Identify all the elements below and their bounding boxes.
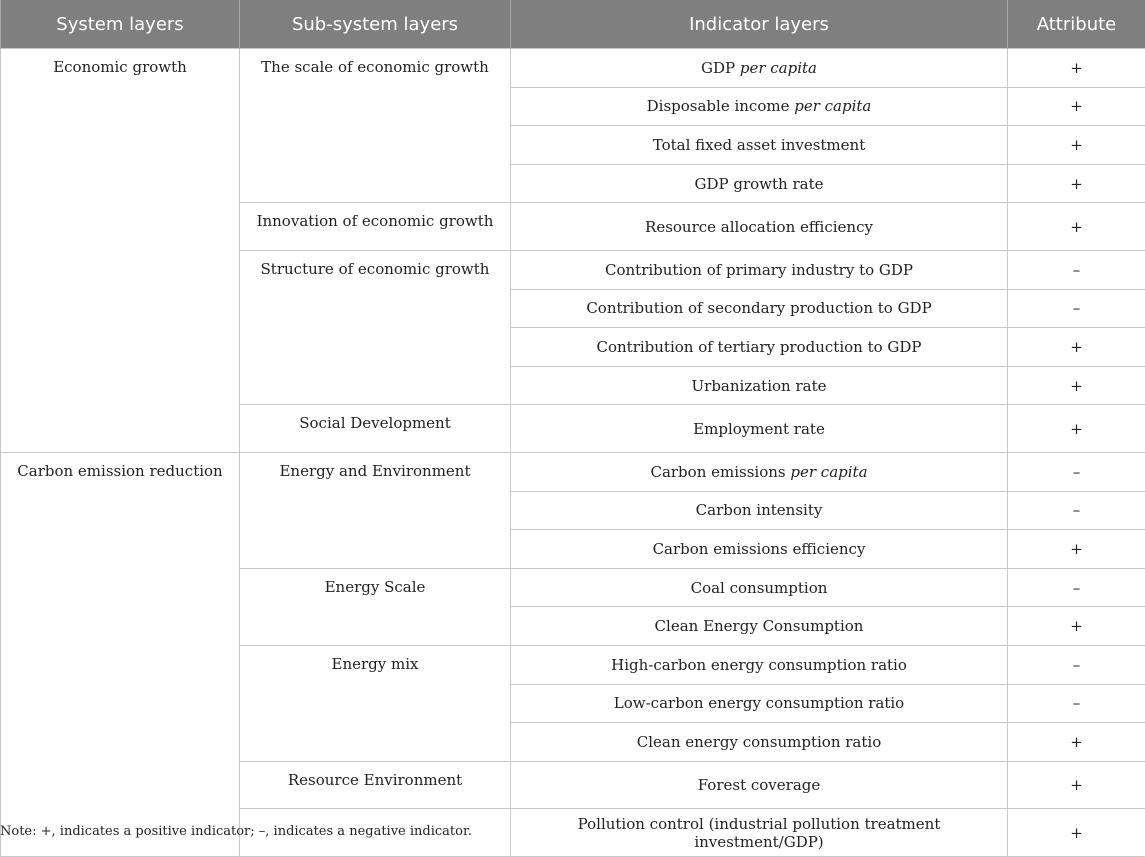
attribute-cell: – <box>1008 684 1145 723</box>
attribute-cell: + <box>1008 203 1145 251</box>
indicator-text: Carbon intensity <box>696 501 823 519</box>
header-attribute: Attribute <box>1008 0 1145 49</box>
indicator-text: Contribution of primary industry to GDP <box>605 261 913 279</box>
indicator-text: Disposable income <box>647 97 795 115</box>
attribute-cell: – <box>1008 645 1145 684</box>
subsystem-layer-cell: The scale of economic growth <box>240 49 511 203</box>
table-header <box>1 0 1145 49</box>
indicator-text: Contribution of tertiary production to GDP <box>597 338 922 356</box>
attribute-cell: + <box>1008 761 1145 809</box>
indicator-cell <box>511 761 1008 809</box>
table-note: Note: +, indicates a positive indicator; –, indicates a negative indicator. <box>0 824 472 839</box>
indicator-text: Resource allocation efficiency <box>645 218 873 236</box>
indicator-text: Low-carbon energy consumption ratio <box>614 694 904 712</box>
attribute-cell: – <box>1008 289 1145 328</box>
indicator-cell <box>511 491 1008 530</box>
indicator-italic-text: per capita <box>794 97 871 115</box>
attribute-cell: – <box>1008 452 1145 491</box>
attribute-cell: + <box>1008 126 1145 165</box>
table-row <box>1 452 1145 491</box>
indicator-cell <box>511 452 1008 491</box>
attribute-cell: + <box>1008 87 1145 126</box>
subsystem-layer-cell: Energy Scale <box>240 568 511 645</box>
indicator-text: Urbanization rate <box>692 377 827 395</box>
indicator-cell <box>511 684 1008 723</box>
indicator-text: Clean Energy Consumption <box>655 617 864 635</box>
attribute-cell: + <box>1008 164 1145 203</box>
indicator-text: Contribution of secondary production to GDP <box>586 299 931 317</box>
header-row <box>1 0 1145 49</box>
indicator-cell <box>511 809 1008 857</box>
indicator-cell <box>511 250 1008 289</box>
indicator-text: High-carbon energy consumption ratio <box>611 656 907 674</box>
system-layer-cell: Carbon emission reduction <box>1 452 240 856</box>
system-layer-cell: Economic growth <box>1 49 240 453</box>
indicator-italic-text: per capita <box>740 59 817 77</box>
indicator-text: GDP growth rate <box>695 175 824 193</box>
subsystem-layer-cell: Innovation of economic growth <box>240 203 511 251</box>
attribute-cell: + <box>1008 723 1145 762</box>
attribute-cell: + <box>1008 366 1145 405</box>
table-row <box>1 49 1145 88</box>
indicator-italic-text: per capita <box>790 463 867 481</box>
indicator-cell <box>511 87 1008 126</box>
indicator-text: Pollution control (industrial pollution treatment investment/GDP) <box>578 815 941 851</box>
attribute-cell: + <box>1008 607 1145 646</box>
indicator-cell <box>511 723 1008 762</box>
indicator-text: Clean energy consumption ratio <box>637 733 881 751</box>
indicator-text: Carbon emissions <box>650 463 790 481</box>
subsystem-layer-cell: Social Development <box>240 405 511 453</box>
indicator-cell <box>511 530 1008 569</box>
indicator-cell <box>511 289 1008 328</box>
header-sub-system-layers: Sub-system layers <box>240 0 511 49</box>
header-system-layers: System layers <box>1 0 240 49</box>
attribute-cell: + <box>1008 405 1145 453</box>
indicator-cell <box>511 49 1008 88</box>
indicator-text: Employment rate <box>693 420 825 438</box>
attribute-cell: – <box>1008 250 1145 289</box>
indicator-cell <box>511 126 1008 165</box>
indicator-cell <box>511 366 1008 405</box>
attribute-cell: + <box>1008 530 1145 569</box>
indicator-cell <box>511 568 1008 607</box>
indicator-text: Carbon emissions efficiency <box>653 540 866 558</box>
attribute-cell: + <box>1008 809 1145 857</box>
attribute-cell: + <box>1008 49 1145 88</box>
attribute-cell: + <box>1008 328 1145 367</box>
indicator-cell <box>511 164 1008 203</box>
indicator-cell <box>511 405 1008 453</box>
indicator-text: GDP <box>701 59 740 77</box>
indicator-cell <box>511 645 1008 684</box>
subsystem-layer-cell: Resource Environment <box>240 761 511 809</box>
indicator-text: Coal consumption <box>691 579 828 597</box>
attribute-cell: – <box>1008 568 1145 607</box>
header-indicator-layers: Indicator layers <box>511 0 1008 49</box>
table-body <box>1 49 1145 857</box>
indicator-cell <box>511 607 1008 646</box>
attribute-cell: – <box>1008 491 1145 530</box>
indicator-text: Forest coverage <box>698 776 821 794</box>
indicator-cell <box>511 203 1008 251</box>
subsystem-layer-cell: Energy mix <box>240 645 511 761</box>
indicator-text: Total fixed asset investment <box>653 136 865 154</box>
indicator-cell <box>511 328 1008 367</box>
subsystem-layer-cell: Structure of economic growth <box>240 250 511 404</box>
subsystem-layer-cell: Energy and Environment <box>240 452 511 568</box>
